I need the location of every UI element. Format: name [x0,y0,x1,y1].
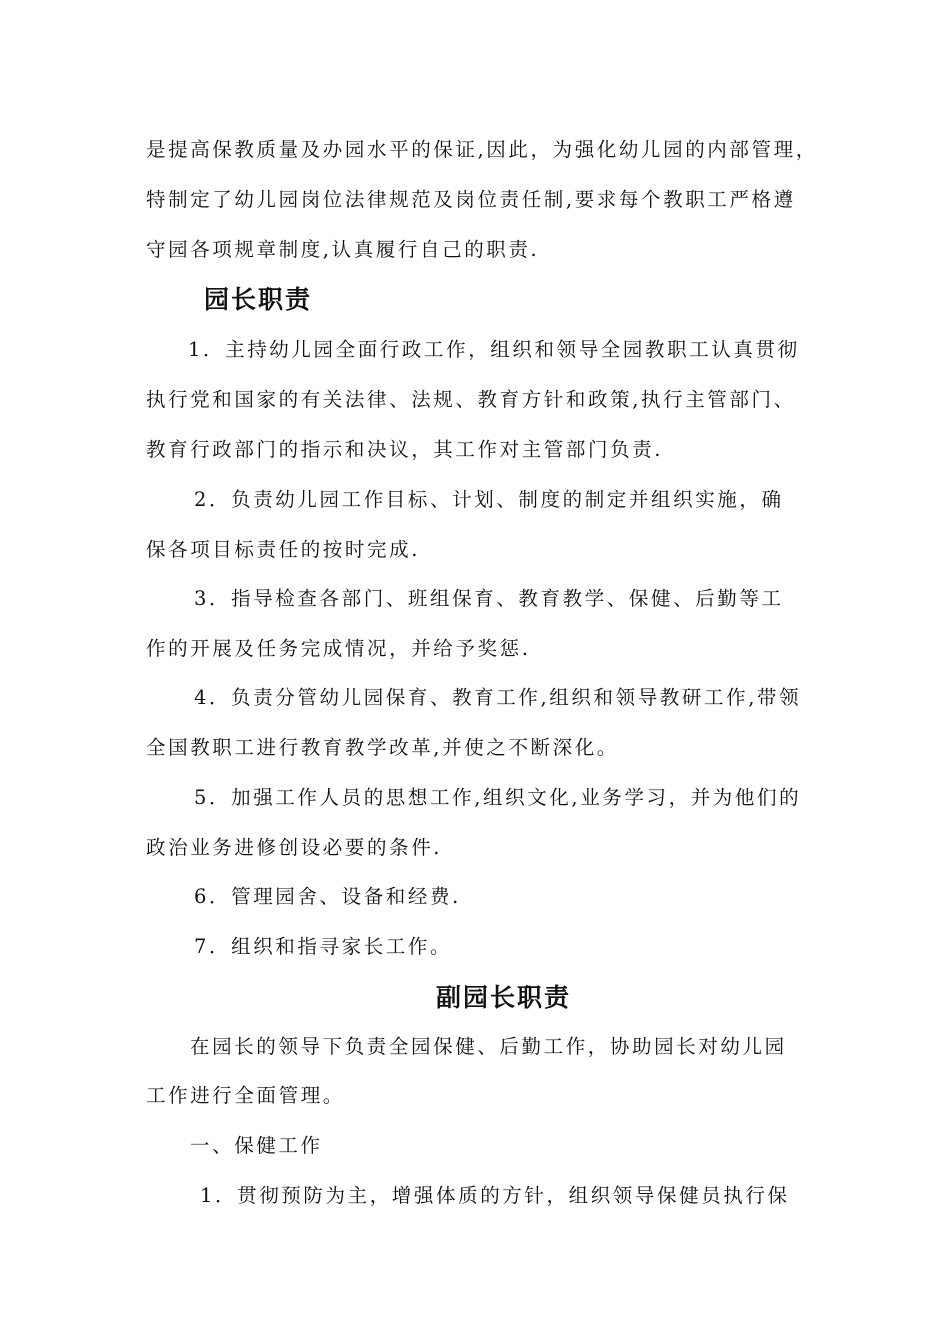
section-heading-health: 一、保健工作 [190,1134,323,1157]
deputy-intro-line-1: 在园长的领导下负责全园保健、后勤工作，协助园长对幼儿园 [190,1035,787,1058]
director-item-3-line-1: 3．指导检查各部门、班组保育、教育教学、保健、后勤等工 [194,587,784,610]
director-heading: 园长职责 [204,285,313,314]
deputy-heading: 副园长职责 [436,983,572,1012]
director-item-7-line-1: 7．组织和指寻家长工作。 [194,935,453,958]
intro-line-2: 特制定了幼儿园岗位法律规范及岗位责任制,要求每个教职工严格遵 [146,188,796,211]
director-item-1-line-1: 1．主持幼儿园全面行政工作，组织和领导全园教职工认真贯彻 [188,338,800,361]
director-item-6-line-1: 6．管理园舍、设备和经费. [194,885,461,908]
director-item-2-line-2: 保各项目标责任的按时完成. [146,538,420,561]
director-item-4-line-1: 4．负责分管幼儿园保育、教育工作,组织和领导教研工作,带领 [194,686,802,709]
intro-line-1: 是提高保教质量及办园水平的保证,因此，为强化幼儿园的内部管理， [146,138,818,161]
director-item-1-line-3: 教育行政部门的指示和决议，其工作对主管部门负责. [146,438,664,461]
director-item-2-line-1: 2．负责幼儿园工作目标、计划、制度的制定并组织实施，确 [194,488,784,511]
deputy-item-1-line-1: 1．贯彻预防为主，增强体质的方针，组织领导保健员执行保 [200,1184,790,1207]
director-item-1-line-2: 执行党和国家的有关法律、法规、教育方针和政策,执行主管部门、 [146,388,796,411]
director-item-3-line-2: 作的开展及任务完成情况，并给予奖惩. [146,637,531,660]
intro-line-3: 守园各项规章制度,认真履行自己的职责. [146,238,540,261]
director-item-5-line-2: 政治业务进修创设必要的条件. [146,836,443,859]
director-item-4-line-2: 全国教职工进行教育教学改革,并使之不断深化。 [146,736,619,759]
director-item-5-line-1: 5．加强工作人员的思想工作,组织文化,业务学习，并为他们的 [194,786,802,809]
deputy-intro-line-2: 工作进行全面管理。 [146,1084,345,1107]
